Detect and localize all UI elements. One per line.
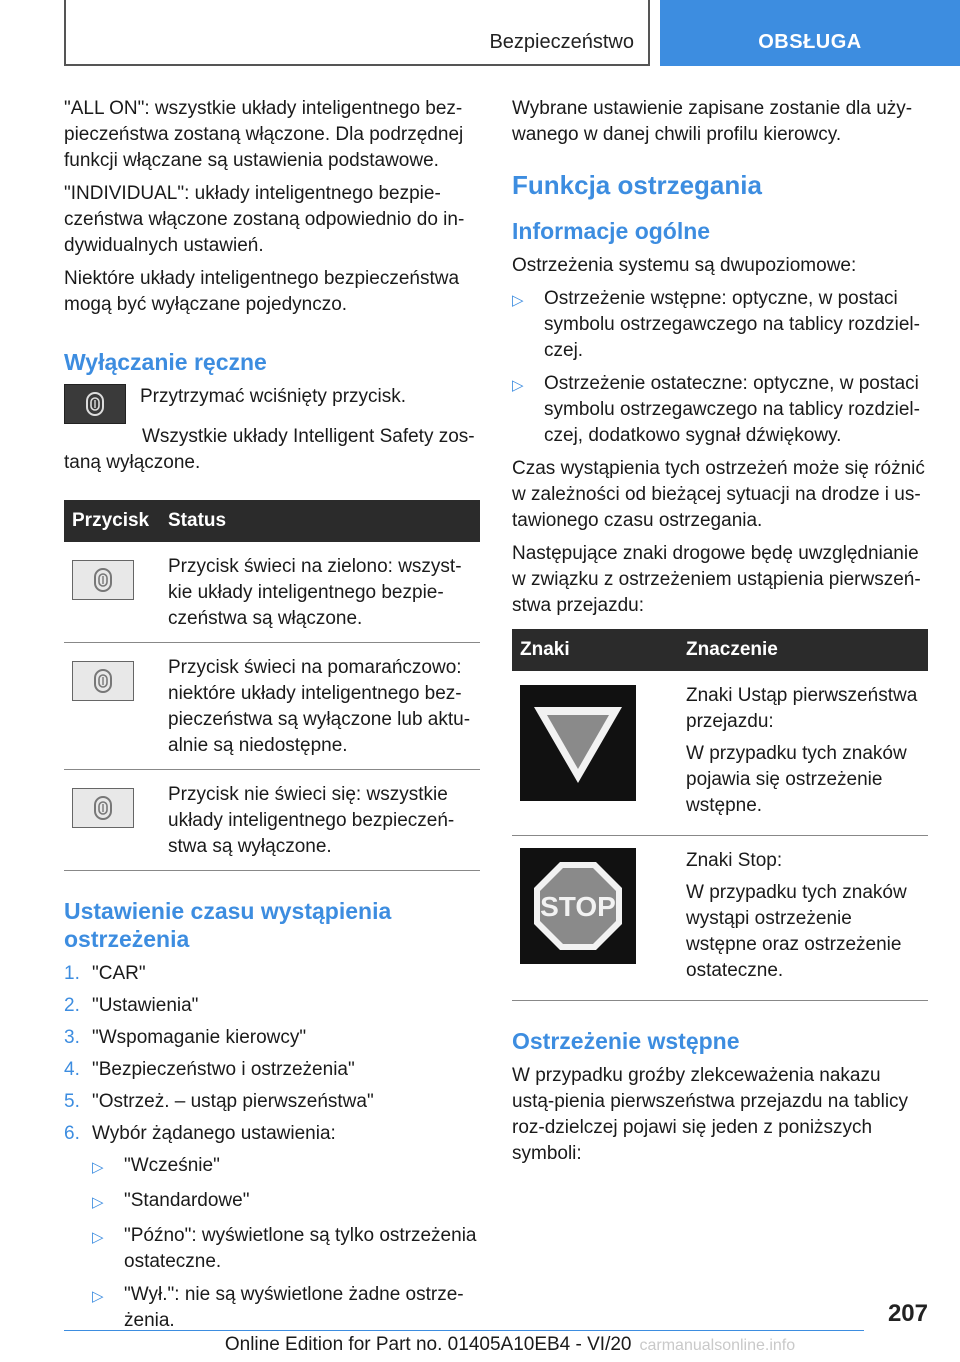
- step-text: "Ostrzeż. – ustąp pierwszeństwa": [92, 1091, 374, 1112]
- heading-general-info: Informacje ogólne: [512, 218, 711, 244]
- table-header-signs: Znaki: [512, 629, 678, 671]
- triangle-right-icon: ▷: [92, 1229, 104, 1246]
- page-number: 207: [887, 1300, 928, 1327]
- step-number: 2.: [64, 995, 80, 1016]
- button-off-icon: [72, 788, 134, 828]
- stop-sign-icon: [520, 848, 636, 964]
- chapter-tab-label: OBSŁUGA: [758, 31, 862, 53]
- right-column: [512, 96, 928, 1174]
- step-number: 6.: [64, 1123, 80, 1144]
- button-status-table: [64, 500, 480, 871]
- triangle-right-icon: ▷: [92, 1194, 104, 1211]
- list-item: [92, 1282, 480, 1334]
- edition-text: Online Edition for Part no. 01405A10EB4 - VI/20: [224, 1334, 632, 1355]
- button-orange-icon: [72, 661, 134, 701]
- table-row: [64, 770, 480, 871]
- status-text: Przycisk nie świeci się: wszystkie układy inteligentnego bezpieczeń-stwa są wyłączone.: [160, 770, 480, 871]
- list-item: [92, 1188, 480, 1216]
- step-text: "Wspomaganie kierowcy": [92, 1027, 307, 1048]
- table-header-button: Przycisk: [64, 500, 160, 542]
- level-text: Ostrzeżenie ostateczne: optyczne, w postaci symbolu ostrzegawczego na tablicy rozdziel-czej, dodatkowo sygnał dźwiękowy.: [544, 373, 920, 446]
- list-item: [64, 1057, 480, 1083]
- status-text: Przycisk świeci na pomarańczowo: niektóre układy inteligentnego bez-pieczeństwa są wyłączone lub aktu-alnie są niedostępne.: [160, 643, 480, 770]
- paragraph-two-level: Ostrzeżenia systemu są dwupoziomowe:: [512, 255, 857, 276]
- manual-off-result: Wszystkie układy Intelligent Safety zos-taną wyłączone.: [64, 426, 475, 473]
- list-item: [512, 286, 928, 364]
- paragraph-pre-warning: W przypadku groźby zlekceważenia nakazu ustą-pienia pierwszeństwa przejazdu na tablicy roz-dzielczej pojawi się jeden z poniższych symboli:: [512, 1065, 909, 1164]
- table-header-status: Status: [160, 500, 480, 542]
- sign-meaning: W przypadku tych znaków wystąpi ostrzeżenie wstępne oraz ostrzeżenie ostateczne.: [686, 882, 907, 981]
- yield-sign-icon: [520, 685, 636, 801]
- step-number: 3.: [64, 1027, 80, 1048]
- triangle-right-icon: ▷: [512, 377, 524, 394]
- list-item: [64, 993, 480, 1019]
- list-item: [92, 1223, 480, 1275]
- manual-off-step: Przytrzymać wciśnięty przycisk.: [140, 386, 407, 407]
- footer: [0, 1334, 960, 1356]
- steps-list: [64, 961, 480, 1147]
- stop-sign-text: STOP: [540, 891, 616, 922]
- table-row: [64, 643, 480, 770]
- heading-manual-off: Wyłączanie ręczne: [64, 349, 267, 375]
- header-section-box: [64, 0, 650, 66]
- list-item: [512, 371, 928, 449]
- heading-warning-function: Funkcja ostrzegania: [512, 170, 762, 200]
- paragraph-all-on: "ALL ON": wszystkie układy inteligentnego bez-pieczeństwa zostaną włączone. Dla podrzędnej funkcji włączane są ustawienia podstawowe.: [64, 98, 464, 171]
- list-item: [64, 1025, 480, 1051]
- list-item: [92, 1153, 480, 1181]
- triangle-right-icon: ▷: [92, 1288, 104, 1305]
- signs-table: [512, 629, 928, 1001]
- option-text: "Standardowe": [124, 1190, 250, 1211]
- list-item: [64, 1089, 480, 1115]
- level-text: Ostrzeżenie wstępne: optyczne, w postaci symbolu ostrzegawczego na tablicy rozdziel-czej.: [544, 288, 920, 361]
- step-text: "Bezpieczeństwo i ostrzeżenia": [92, 1059, 355, 1080]
- step-number: 4.: [64, 1059, 80, 1080]
- warning-levels-list: [512, 286, 928, 449]
- paragraph-individual-off: Niektóre układy inteligentnego bezpieczeństwa mogą być wyłączane pojedynczo.: [64, 268, 460, 315]
- timing-options-list: [92, 1153, 480, 1334]
- sign-meaning: W przypadku tych znaków pojawia się ostrzeżenie wstępne.: [686, 743, 907, 816]
- manual-off-row: [64, 384, 480, 424]
- paragraph-signs: Następujące znaki drogowe będę uwzględnianie w związku z ostrzeżeniem ustąpienia pierwszeń-stwa przejazdu:: [512, 543, 921, 616]
- table-row: [512, 671, 928, 836]
- step-number: 1.: [64, 963, 80, 984]
- option-text: "Późno": wyświetlone są tylko ostrzeżenia ostateczne.: [124, 1225, 477, 1272]
- section-title: Bezpieczeństwo: [489, 31, 634, 53]
- list-item: [64, 1121, 480, 1147]
- step-text: "CAR": [92, 963, 146, 984]
- table-row: [512, 836, 928, 1001]
- status-text: Przycisk świeci na zielono: wszyst-kie układy inteligentnego bezpie-czeństwa są włączone.: [160, 542, 480, 643]
- list-item: [64, 961, 480, 987]
- intelligent-safety-button-icon: [64, 384, 126, 424]
- footer-divider: [64, 1330, 864, 1331]
- paragraph-profile: Wybrane ustawienie zapisane zostanie dla uży-wanego w danej chwili profilu kierowcy.: [512, 98, 913, 145]
- paragraph-timing-varies: Czas wystąpienia tych ostrzeżeń może się różnić w zależności od bieżącej sytuacji na drodze i us-tawionego czasu ostrzegania.: [512, 458, 925, 531]
- left-column: [64, 96, 480, 1341]
- heading-warning-timing: Ustawienie czasu wystąpienia ostrzeżenia: [64, 898, 392, 952]
- chapter-tab[interactable]: [660, 0, 960, 66]
- option-text: "Wcześnie": [124, 1155, 220, 1176]
- sign-title: Znaki Ustąp pierwszeństwa przejazdu:: [686, 685, 918, 732]
- sign-title: Znaki Stop:: [686, 850, 783, 871]
- option-text: "Wył.": nie są wyświetlone żadne ostrze-żenia.: [124, 1284, 464, 1331]
- step-text: "Ustawienia": [92, 995, 199, 1016]
- triangle-right-icon: ▷: [512, 292, 524, 309]
- paragraph-individual: "INDIVIDUAL": układy inteligentnego bezpie-czeństwa włączone zostaną odpowiednio do in-dywidualnych ustawień.: [64, 183, 465, 256]
- button-green-icon: [72, 560, 134, 600]
- heading-pre-warning: Ostrzeżenie wstępne: [512, 1028, 740, 1054]
- triangle-right-icon: ▷: [92, 1159, 104, 1176]
- step-number: 5.: [64, 1091, 80, 1112]
- table-header-meaning: Znaczenie: [678, 629, 928, 671]
- step-text: Wybór żądanego ustawienia:: [92, 1123, 336, 1144]
- watermark: carmanualsonline.info: [639, 1337, 796, 1354]
- table-row: [64, 542, 480, 643]
